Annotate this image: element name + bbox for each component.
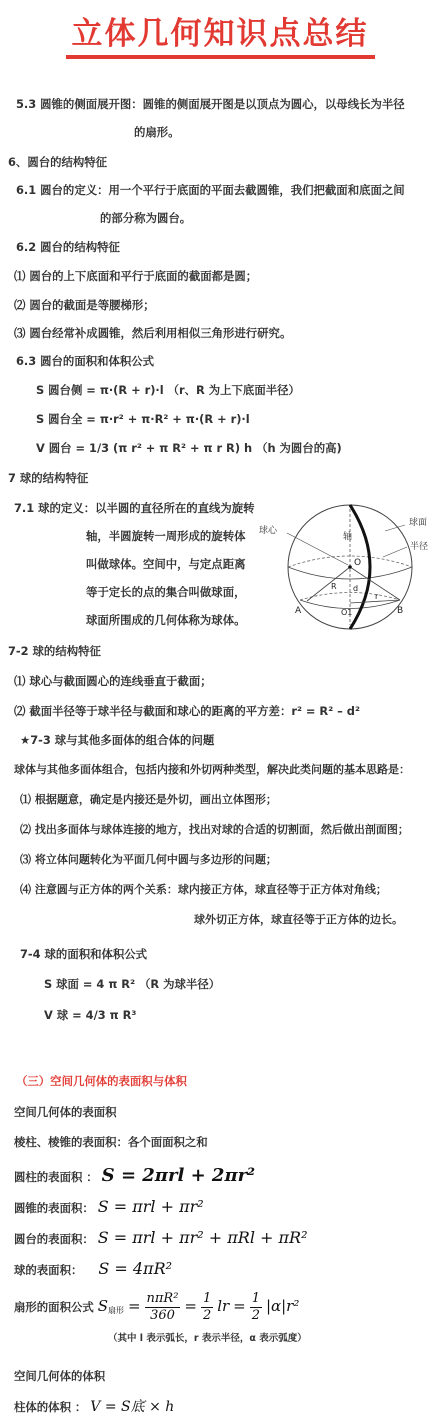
sector-S: S xyxy=(97,1297,108,1315)
pointer-center xyxy=(287,533,348,565)
section-3-heading: （三）空间几何体的表面积与体积 xyxy=(16,1074,187,1088)
frustum-def-line1: 6.1 圆台的定义：用一个平行于底面的平面去截圆锥，我们把截面和底面之间 xyxy=(16,183,405,197)
cylinder-area-formula: S = 2πrl + 2πr² xyxy=(101,1165,255,1186)
section-7-heading: 7 球的结构特征 xyxy=(8,471,89,485)
label-d: d xyxy=(353,584,359,593)
sphere-area-formula: S 球面 = 4 π R² （R 为球半径） xyxy=(44,977,221,991)
frustum-volume: V 圆台 = 1/3 (π r² + π R² + π r R) h （h 为圆台的高) xyxy=(36,441,342,455)
cone-area-row xyxy=(14,1196,204,1219)
prism-pyramid-area: 棱柱、棱锥的表面积：各个面面积之和 xyxy=(14,1135,208,1149)
combo-step-2: ⑵ 找出多面体与球体连接的地方，找出对球的合适的切割面，然后做出剖面图； xyxy=(20,823,409,836)
sphere-def-e: 球面所围成的几何体称为球体。 xyxy=(86,613,246,627)
section-7-4-heading: 7-4 球的面积和体积公式 xyxy=(20,947,148,961)
sphere-def-a: 7.1 球的定义：以半圆的直径所在的直线为旋转 xyxy=(14,501,255,515)
sector-frac-1-num: nπR² xyxy=(146,1291,179,1306)
label-R: R xyxy=(331,582,337,591)
label-r: r xyxy=(375,592,379,601)
label-O: O xyxy=(354,558,362,568)
sphere-prop-1: ⑴ 球心与截面圆心的连线垂直于截面； xyxy=(14,674,212,688)
cone-unfold-line1: 5.3 圆锥的侧面展开图：圆锥的侧面展开图是以顶点为圆心，以母线长为半径 xyxy=(16,97,405,111)
sphere-def-c: 叫做球体。空间中，与定点距离 xyxy=(86,557,246,571)
sector-frac-3-num: 1 xyxy=(251,1291,260,1306)
cone-area-formula: S = πrl + πr² xyxy=(97,1197,204,1216)
pointer-surface xyxy=(385,525,405,531)
label-surface: 球面 xyxy=(409,518,428,528)
sector-area-row xyxy=(14,1286,299,1331)
cylinder-area-label: 圆柱的表面积 ： xyxy=(14,1170,98,1184)
label-B: B xyxy=(397,606,404,616)
sphere-def-b: 轴，半圆旋转一周形成的旋转体 xyxy=(86,529,246,543)
section-7-3-heading: ★7-3 球与其他多面体的组合体的问题 xyxy=(20,733,215,747)
sector-note: （其中 l 表示弧长，r 表示半径，α 表示弧度） xyxy=(108,1333,307,1344)
sector-S-sub: 扇形 xyxy=(108,1306,124,1315)
pointer-radius xyxy=(383,547,407,557)
sphere-area-row xyxy=(14,1258,172,1281)
sector-eq-1: = xyxy=(127,1297,141,1315)
section-6-3-heading: 6.3 圆台的面积和体积公式 xyxy=(16,354,155,368)
sphere-diagram xyxy=(255,495,440,635)
sector-frac-2-den: 2 xyxy=(202,1308,212,1323)
combo-step-1: ⑴ 根据题意，确定是内接还是外切，画出立体图形； xyxy=(20,793,277,806)
sector-eq-2: = xyxy=(184,1297,197,1315)
combo-step-3: ⑶ 将立体问题转化为平面几何中圆与多边形的问题； xyxy=(20,853,277,866)
sector-frac-3 xyxy=(250,1291,262,1324)
cone-unfold-line2: 的扇形。 xyxy=(134,125,180,139)
sector-eq-3: = xyxy=(233,1297,246,1315)
sector-frac-1-den: 360 xyxy=(150,1308,175,1323)
cone-area-label: 圆锥的表面积： xyxy=(14,1201,94,1215)
prism-volume-row xyxy=(14,1396,174,1418)
sphere-prop-2: ⑵ 截面半径等于球半径与截面和球心的距离的平方差：r² = R² – d² xyxy=(14,704,360,718)
label-center: 球心 xyxy=(259,526,278,536)
sector-alpha: |α|r² xyxy=(265,1297,300,1315)
label-radius: 半径 xyxy=(410,542,429,552)
sphere-volume-formula: V 球 = 4/3 π R³ xyxy=(44,1008,137,1022)
sector-area-label: 扇形的面积公式 xyxy=(14,1300,94,1314)
frustum-area-label: 圆台的表面积： xyxy=(14,1232,94,1246)
combo-step-4b: 球外切正方体，球直径等于正方体的边长。 xyxy=(194,913,403,926)
frustum-def-line2: 的部分称为圆台。 xyxy=(100,211,192,225)
prism-volume-formula: V = S底 × h xyxy=(90,1399,175,1415)
combo-step-4: ⑷ 注意圆与正方体的两个关系：球内接正方体，球直径等于正方体对角线； xyxy=(20,883,387,896)
cylinder-area-row xyxy=(14,1164,255,1189)
frustum-prop-1: ⑴ 圆台的上下底面和平行于底面的截面都是圆； xyxy=(14,269,258,283)
frustum-area-row xyxy=(14,1227,308,1250)
combo-intro: 球体与其他多面体组合，包括内接和外切两种类型，解决此类问题的基本思路是： xyxy=(14,763,410,776)
label-A: A xyxy=(295,606,302,616)
frustum-area-formula: S = πrl + πr² + πRl + πR² xyxy=(97,1228,308,1247)
prism-volume-label: 柱体的体积 ： xyxy=(14,1400,87,1414)
radius-line-2 xyxy=(307,567,350,601)
center-point xyxy=(348,565,352,569)
section-6-2-heading: 6.2 圆台的结构特征 xyxy=(16,240,120,254)
surface-area-heading: 空间几何体的表面积 xyxy=(14,1105,117,1119)
label-axis: 轴 xyxy=(343,532,353,542)
frustum-lateral-area: S 圆台侧 = π·(R + r)·l （r、R 为上下底面半径） xyxy=(36,383,300,397)
frustum-prop-2: ⑵ 圆台的截面是等腰梯形； xyxy=(14,298,155,312)
section-7-2-heading: 7-2 球的结构特征 xyxy=(8,644,101,658)
volume-heading: 空间几何体的体积 xyxy=(14,1369,106,1383)
page-title xyxy=(0,8,440,52)
sector-frac-2 xyxy=(201,1291,213,1324)
sector-frac-1 xyxy=(145,1291,181,1324)
sector-frac-2-num: 1 xyxy=(202,1291,212,1306)
sector-frac-3-den: 2 xyxy=(251,1308,260,1323)
frustum-total-area: S 圆台全 = π·r² + π·R² + π·(R + r)·l xyxy=(36,412,250,426)
sphere-area-formula-2: S = 4πR² xyxy=(98,1259,173,1278)
sector-lr: lr xyxy=(217,1297,230,1315)
sphere-area-label: 球的表面积： xyxy=(14,1263,83,1277)
label-O1: O1 xyxy=(341,608,353,617)
frustum-prop-3: ⑶ 圆台经常补成圆锥，然后利用相似三角形进行研究。 xyxy=(14,326,292,340)
sphere-def-d: 等于定长的点的集合叫做球面， xyxy=(86,585,246,599)
section-6-heading: 6、圆台的结构特征 xyxy=(8,155,108,169)
page-title-text: 立体几何知识点总结 xyxy=(66,8,375,59)
